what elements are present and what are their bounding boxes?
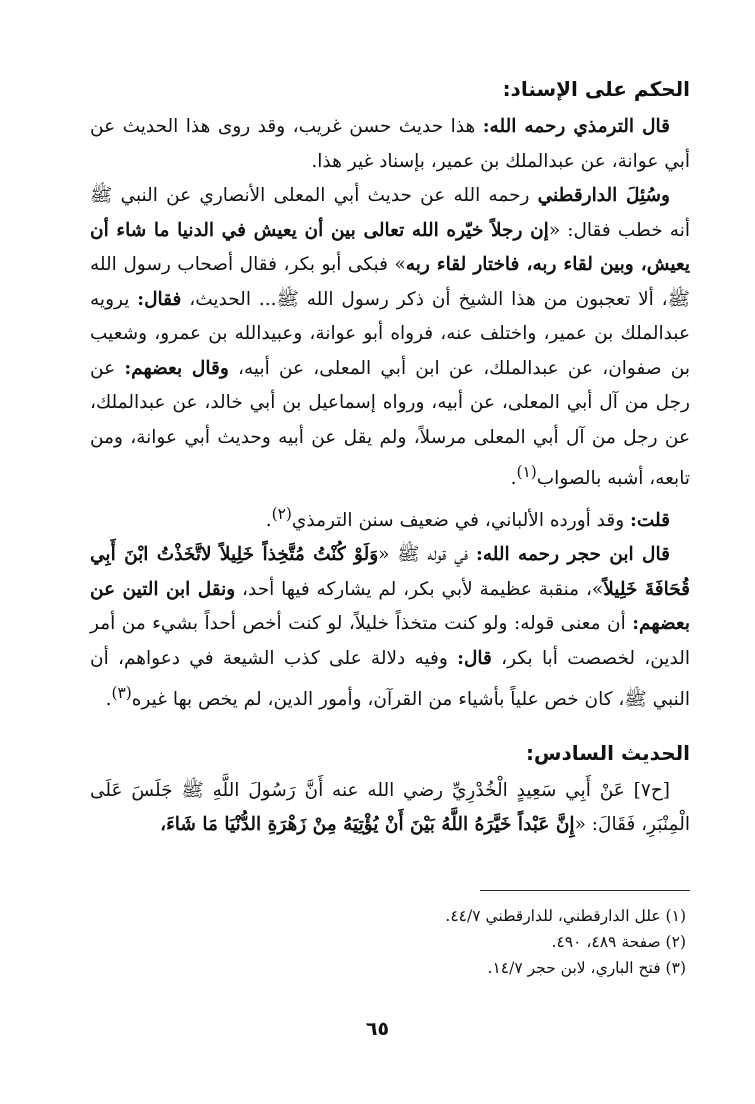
footnote-divider — [480, 890, 690, 891]
ibn-al-tin-label: ونقل ابن التين عن بعضهم: — [90, 578, 690, 635]
daraqutni-end: . — [510, 468, 517, 490]
page-body — [90, 72, 690, 843]
footnote-1: (١) علل الدارقطني، للدارقطني ٤٤/٧. — [445, 907, 686, 925]
tirmidhi-text: هذا حديث حسن غريب، وقد روى هذا الحديث عن أبي عوانة، عن عبدالملك بن عمير، بإسناد غير هذا. — [90, 116, 690, 172]
albani-text: وقد أورده الألباني، في ضعيف سنن الترمذي — [291, 509, 631, 531]
section-heading-sixth-hadith: الحديث السادس: — [525, 740, 690, 765]
hadith-quote-1: إن رجلاً خيّره الله تعالى بين أن يعيش في الدنيا ما شاء أن يعيش، وبين لقاء ربه، فاختار لقاء ربه — [90, 219, 691, 275]
ibn-hajar-label: قال ابن حجر رحمه الله: — [476, 544, 670, 566]
page-number: ٦٥ — [365, 1018, 390, 1040]
paragraph-hadith-7 — [90, 774, 690, 843]
ibn-hajar-text-3: أن معنى قوله: ولو كنت متخذاً خليلاً، لو كنت أخص أحداً بشيء من أمر الدين، لخصصت أبا بكر، — [90, 613, 690, 669]
footnote-3: (٣) فتح الباري، لابن حجر ١٤/٧. — [487, 959, 686, 977]
footnotes — [90, 890, 690, 981]
footnote-ref-1[interactable]: (١) — [516, 463, 537, 481]
daraqutni-text-1: رحمه الله عن حديث أبي المعلى الأنصاري عن النبي ﷺ أنه خطب فقال: « — [90, 185, 690, 241]
ibn-hajar-text-4: وفيه دلالة على كذب الشيعة في دعواهم، أن النبي ﷺ، كان خص علياً بأشياء من القرآن، وأمور الدين، لم يخص بها غيره — [90, 647, 690, 711]
section-heading-ruling: الحكم على الإسناد: — [502, 77, 690, 101]
footnote-ref-2[interactable]: (٢) — [271, 504, 292, 523]
paragraph-daraqutni — [90, 179, 690, 497]
section-gap — [90, 718, 690, 736]
tirmidhi-label: قال الترمذي رحمه الله: — [482, 116, 670, 137]
hadith-7-quote: إِنَّ عَبْداً خَيَّرَهُ اللَّهُ بَيْنَ أَنْ يُؤْتِيَهُ مِنْ زَهْرَةِ الدُّنْيَا مَا شَاءَ، — [160, 814, 575, 836]
daraqutni-text-3: يرويه عبدالملك بن عمير، واختلف عنه، فرواه أبو عوانة، وعبيدالله بن عمرو، وشعيب بن صفوان، عن عبدالملك، عن ابن أبي المعلى، عن أبيه، — [90, 288, 690, 379]
hadith-7-text: [ح٧] عَنْ أَبِي سَعِيدٍ الْخُدْرِيِّ رضي الله عنه أَنَّ رَسُولَ اللَّهِ ﷺ جَلَسَ عَلَى الْمِنْبَرِ، فَقَالَ: « — [90, 779, 690, 836]
footnote-2: (٢) صفحة ٤٨٩، ٤٩٠. — [551, 933, 686, 951]
daraqutni-text-4: عن رجل من آل أبي المعلى، عن أبيه، ورواه إسماعيل بن أبي خالد، عن عبدالملك، عن رجل من آل أبي المعلى مرسلاً، ولم يقل عن أبيه وحديث أبي عوانة، ومن تابعه، أشبه بالصواب — [90, 357, 690, 490]
qala-label: قال: — [457, 647, 492, 669]
daraqutni-label: وسُئِلَ الدارقطني — [537, 185, 670, 206]
albani-label: قلت: — [630, 509, 670, 531]
ibn-hajar-end: . — [105, 689, 112, 711]
daraqutni-text-2: » فبكى أبو بكر، فقال أصحاب رسول الله ﷺ، ألا تعجبون من هذا الشيخ أن ذكر رسول الله ﷺ... الحديث، — [90, 254, 690, 310]
hadith-quote-2: وَلَوْ كُنْتُ مُتَّخِذاً خَلِيلاً لاتَّخَذْتُ ابْنَ أَبِي قُحَافَةَ خَلِيلاً — [90, 544, 691, 600]
some-said-label: وقال بعضهم: — [124, 357, 229, 379]
paragraph-albani — [90, 497, 690, 539]
ibn-hajar-text-1: في قوله ﷺ « — [378, 544, 477, 566]
paragraph-tirmidhi — [90, 110, 690, 179]
daraqutni-said-label: فقال: — [137, 288, 182, 310]
footnote-ref-3[interactable]: (٣) — [111, 684, 132, 703]
ibn-hajar-text-2: »، منقبة عظيمة لأبي بكر، لم يشاركه فيها أحد، — [235, 578, 604, 600]
paragraph-ibn-hajar — [90, 538, 690, 718]
albani-end: . — [265, 509, 272, 531]
